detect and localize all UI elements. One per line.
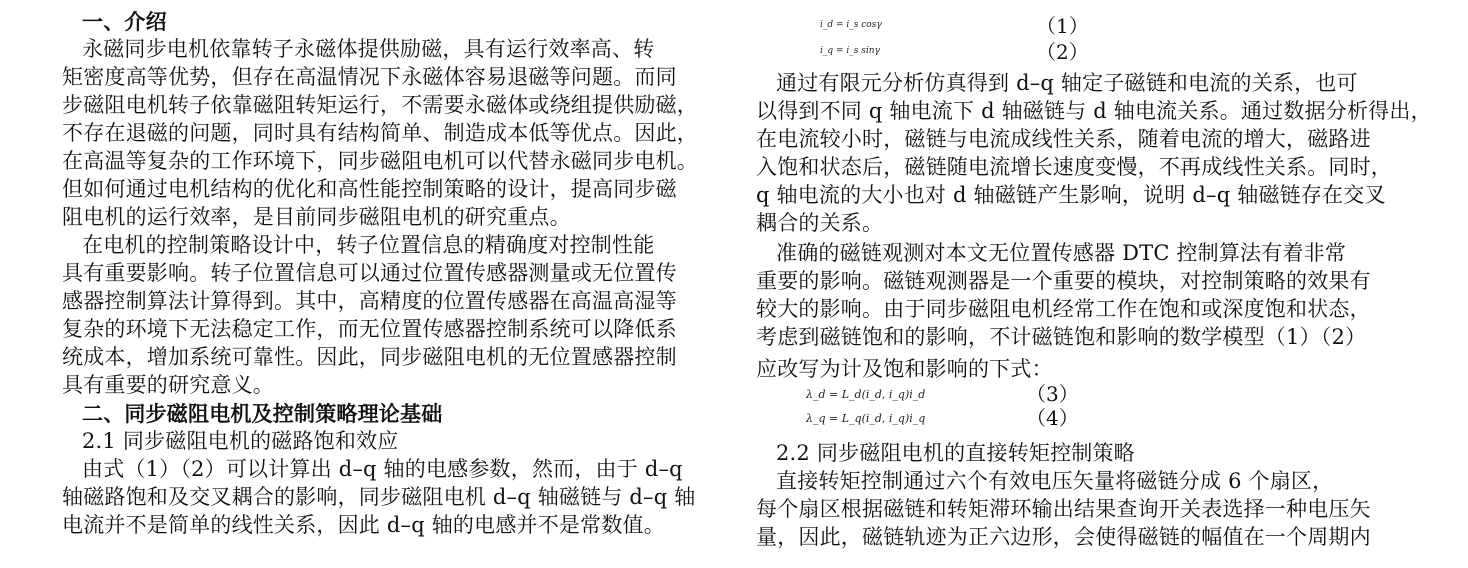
paragraph-line: 量，因此，磁链轨迹为正六边形，会使得磁链的幅值在一个周期内 bbox=[756, 525, 1371, 549]
subsection-heading: 2.2 同步磁阻电机的直接转矩控制策略 bbox=[776, 441, 1135, 465]
paragraph-line: 考虑到磁链饱和的影响，不计磁链饱和影响的数学模型（1）（2） bbox=[756, 325, 1367, 349]
paragraph-line: 感器控制算法计算得到。其中，高精度的位置传感器在高温高湿等 bbox=[62, 289, 677, 313]
subsection-heading: 2.1 同步磁阻电机的磁路饱和效应 bbox=[82, 429, 399, 453]
paragraph-line: 由式（1）（2）可以计算出 d–q 轴的电感参数，然而，由于 d–q bbox=[82, 457, 683, 481]
paragraph-line: 通过有限元分析仿真得到 d–q 轴定子磁链和电流的关系，也可 bbox=[776, 71, 1358, 95]
equation-number: （3） bbox=[1026, 382, 1079, 406]
equation-1: i_d = i_s cosγ bbox=[820, 20, 882, 30]
paragraph-line: 准确的磁链观测对本文无位置传感器 DTC 控制算法有着非常 bbox=[776, 241, 1347, 265]
paragraph-line: q 轴电流的大小也对 d 轴磁链产生影响，说明 d–q 轴磁链存在交叉 bbox=[756, 183, 1386, 207]
equation-number: （4） bbox=[1026, 406, 1079, 430]
paragraph-line: 步磁阻电机转子依靠磁阻转矩运行，不需要永磁体或绕组提供励磁， bbox=[62, 93, 698, 117]
paragraph-line: 应改写为计及饱和影响的下式： bbox=[756, 357, 1053, 381]
paragraph-line: 阻电机的运行效率，是目前同步磁阻电机的研究重点。 bbox=[62, 205, 571, 229]
section-heading-intro: 一、介绍 bbox=[82, 9, 167, 34]
equation-number: （1） bbox=[1036, 14, 1089, 38]
equation-4: λ_q = L_q(i_d, i_q)i_q bbox=[806, 412, 926, 425]
paragraph-line: 但如何通过电机结构的优化和高性能控制策略的设计，提高同步磁 bbox=[62, 177, 677, 201]
paragraph-line: 在高温等复杂的工作环境下，同步磁阻电机可以代替永磁同步电机。 bbox=[62, 149, 698, 173]
paragraph-line: 在电机的控制策略设计中，转子位置信息的精确度对控制性能 bbox=[82, 233, 655, 257]
paragraph-line: 每个扇区根据磁链和转矩滞环输出结果查询开关表选择一种电压矢 bbox=[756, 497, 1371, 521]
paragraph-line: 永磁同步电机依靠转子永磁体提供励磁，具有运行效率高、转 bbox=[82, 37, 655, 61]
paragraph-line: 统成本，增加系统可靠性。因此，同步磁阻电机的无位置感器控制 bbox=[62, 345, 677, 369]
paragraph-line: 不存在退磁的问题，同时具有结构简单、制造成本低等优点。因此， bbox=[62, 121, 698, 145]
paragraph-line: 耦合的关系。 bbox=[756, 211, 884, 235]
paragraph-line: 轴磁路饱和及交叉耦合的影响，同步磁阻电机 d–q 轴磁链与 d–q 轴 bbox=[62, 485, 696, 509]
paragraph-line: 电流并不是简单的线性关系，因此 d–q 轴的电感并不是常数值。 bbox=[62, 513, 665, 537]
section-heading-theory: 二、同步磁阻电机及控制策略理论基础 bbox=[82, 401, 443, 426]
paragraph-line: 矩密度高等优势，但存在高温情况下永磁体容易退磁等问题。而同 bbox=[62, 65, 677, 89]
paragraph-line: 直接转矩控制通过六个有效电压矢量将磁链分成 6 个扇区， bbox=[776, 469, 1334, 493]
paragraph-line: 入饱和状态后，磁链随电流增长速度变慢，不再成线性关系。同时， bbox=[756, 155, 1392, 179]
paragraph-line: 在电流较小时，磁链与电流成线性关系，随着电流的增大，磁路进 bbox=[756, 127, 1371, 151]
paragraph-line: 具有重要影响。转子位置信息可以通过位置传感器测量或无位置传 bbox=[62, 261, 677, 285]
paragraph-line: 较大的影响。由于同步磁阻电机经常工作在饱和或深度饱和状态， bbox=[756, 297, 1371, 321]
equation-3: λ_d = L_d(i_d, i_q)i_d bbox=[806, 388, 926, 401]
paragraph-line: 以得到不同 q 轴电流下 d 轴磁链与 d 轴电流关系。通过数据分析得出， bbox=[756, 99, 1432, 123]
paragraph-line: 具有重要的研究意义。 bbox=[62, 373, 274, 397]
equation-number: （2） bbox=[1036, 40, 1089, 64]
paragraph-line: 复杂的环境下无法稳定工作，而无位置传感器控制系统可以降低系 bbox=[62, 317, 677, 341]
equation-2: i_q = i_s sinγ bbox=[820, 46, 880, 56]
paragraph-line: 重要的影响。磁链观测器是一个重要的模块，对控制策略的效果有 bbox=[756, 269, 1371, 293]
